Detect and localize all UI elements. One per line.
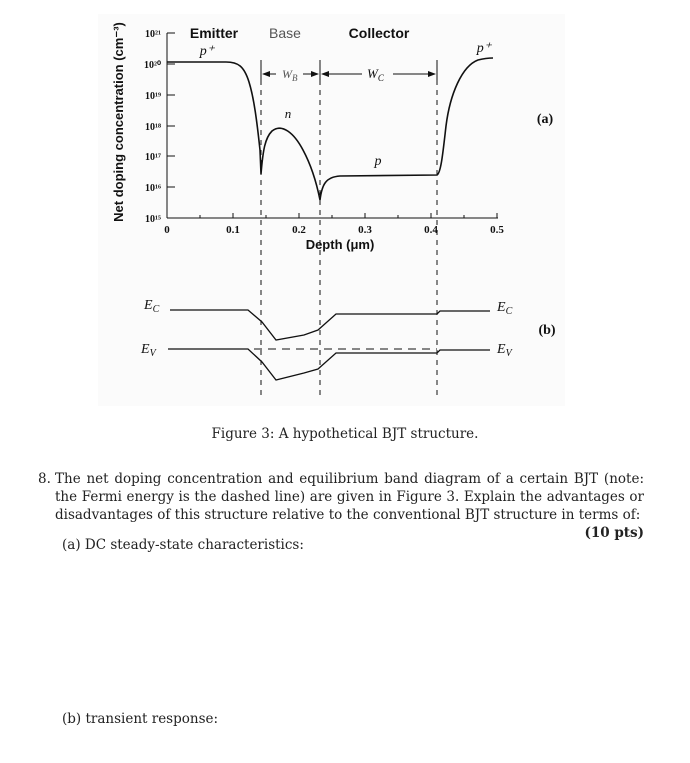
base-label: Base <box>269 25 301 41</box>
x-tick-label: 0.5 <box>490 224 504 236</box>
question-points: (10 pts) <box>584 525 644 541</box>
y-tick-label: 10¹⁷ <box>145 152 161 163</box>
ev-subscript: V <box>505 348 512 359</box>
question-block <box>38 470 644 542</box>
ec-symbol: E <box>497 300 506 315</box>
question-text-wrap <box>55 470 644 541</box>
ev-symbol: E <box>141 342 150 357</box>
collector-label: Collector <box>348 25 410 41</box>
panel-tag-a: (a) <box>536 112 554 127</box>
ec-subscript: C <box>505 306 513 317</box>
figure-panel <box>98 14 565 406</box>
x-tick-label: 0.4 <box>424 224 438 236</box>
y-tick-label: 10¹⁵ <box>145 214 161 225</box>
panel-tag-b: (b) <box>538 323 556 338</box>
contact-type-label: p⁺ <box>476 41 492 56</box>
question-text: The net doping concentration and equilibrium band diagram of a certain BJT (note: the Fermi energy is the dashed line) are given in Figure 3. Explain the advantages or disadvantages of this structure relative to the conventional BJT structure in terms of: <box>55 471 644 523</box>
y-tick-label: 10¹⁹ <box>145 91 161 102</box>
ec-symbol: E <box>144 298 153 313</box>
x-tick-label: 0.3 <box>358 224 372 236</box>
ec-subscript: C <box>152 304 160 315</box>
y-tick-label: 10¹⁸ <box>145 122 161 133</box>
emitter-type-label: p⁺ <box>199 44 215 59</box>
collector-type-label: p <box>374 154 382 169</box>
ev-subscript: V <box>149 348 156 359</box>
figure-caption: Figure 3: A hypothetical BJT structure. <box>211 426 479 442</box>
y-axis-label: Net doping concentration (cm⁻³) <box>111 22 126 222</box>
base-width-subscript: B <box>292 73 298 83</box>
base-type-label: n <box>284 106 292 121</box>
y-tick-label: 10¹⁶ <box>145 183 161 194</box>
ev-symbol: E <box>497 342 506 357</box>
y-tick-label: 10²¹ <box>145 29 161 40</box>
collector-width-subscript: C <box>377 73 384 83</box>
x-tick-label: 0 <box>164 224 170 236</box>
part-b-label: (b) transient response: <box>62 711 219 727</box>
x-axis-label: Depth (μm) <box>305 237 375 252</box>
x-tick-label: 0.2 <box>292 224 306 236</box>
collector-width-symbol: W <box>367 66 378 81</box>
base-width-symbol: W <box>282 67 292 81</box>
part-a-label: (a) DC steady-state characteristics: <box>62 537 304 553</box>
emitter-label: Emitter <box>189 25 239 41</box>
x-tick-label: 0.1 <box>226 224 240 236</box>
y-tick-label: 10²⁰ <box>143 60 161 71</box>
question-number: 8. <box>38 471 51 487</box>
